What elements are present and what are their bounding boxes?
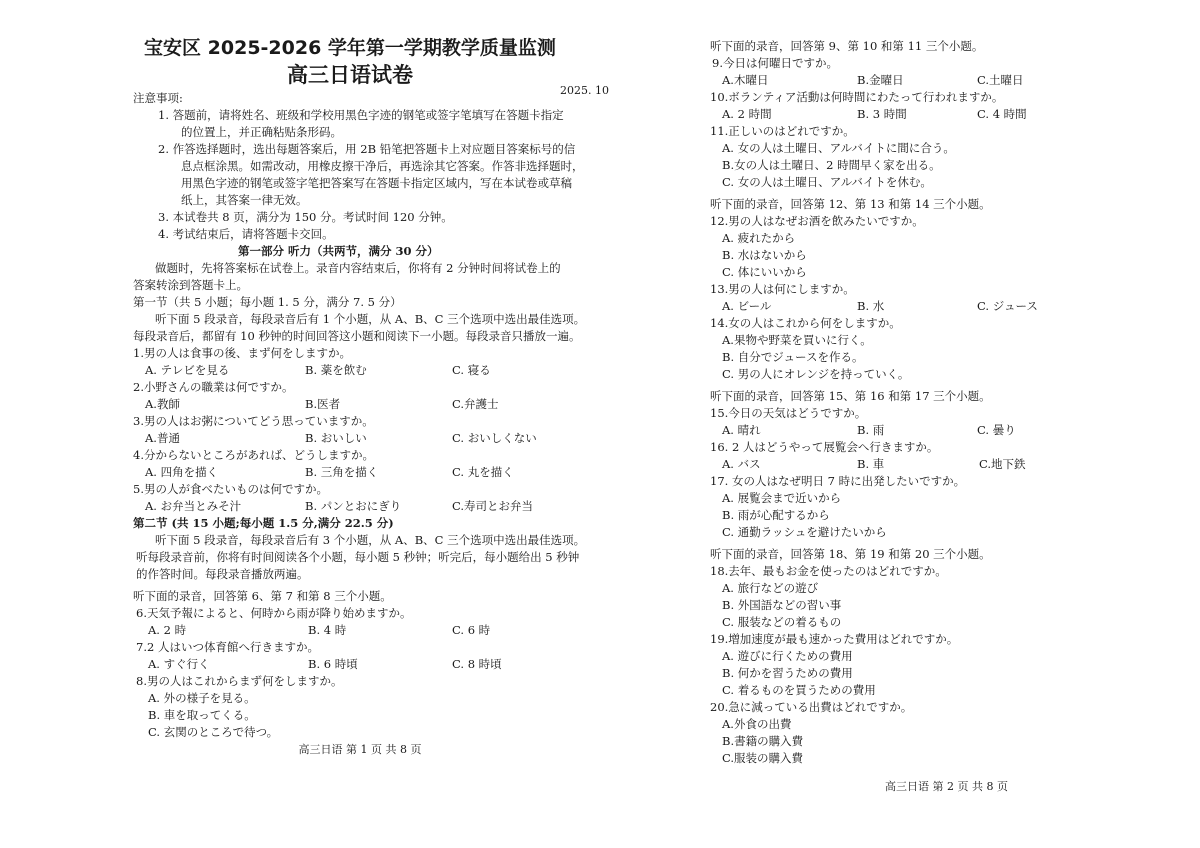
option-b: B. 外国語などの習い事 — [722, 598, 842, 612]
option-a: A. 疲れたから — [722, 231, 796, 245]
notice-line: 3. 本试卷共 8 页，满分为 150 分。考试时间 120 分钟。 — [158, 210, 453, 224]
option-c: C. 女の人は土曜日、アルバイトを休む。 — [722, 175, 932, 189]
page2-footer: 高三日语 第 2 页 共 8 页 — [885, 780, 1008, 793]
section2-intro: 听下面 5 段录音，每段录音后有 3 个小题，从 A、B、C 三个选项中选出最佳选项。 — [155, 533, 586, 547]
option-a: A. 晴れ — [722, 423, 761, 437]
option-c: C. 丸を描く — [452, 465, 514, 479]
option-b: B.書籍の購入費 — [722, 734, 804, 748]
option-c: C.土曜日 — [977, 73, 1024, 87]
option-c: C. 4 時間 — [977, 107, 1027, 121]
exam-title: 宝安区 2025-2026 学年第一学期教学质量监测 — [144, 37, 556, 59]
options-2 — [133, 396, 603, 413]
option-c: C. おいしくない — [452, 431, 537, 445]
option-c: C.服装の購入費 — [722, 751, 804, 765]
question-16: 16. 2 人はどうやって展覧会へ行きますか。 — [710, 440, 939, 454]
group-intro-15-17: 听下面的录音，回答第 15、第 16 和第 17 三个小题。 — [710, 389, 991, 403]
option-b: B. 自分でジュースを作る。 — [722, 350, 864, 364]
options-3 — [133, 430, 603, 447]
options-7 — [133, 656, 603, 673]
page-2 — [600, 0, 1200, 848]
question-6: 6.天気予報によると、何時から雨が降り始めますか。 — [136, 606, 412, 620]
group-intro-6-8: 听下面的录音，回答第 6、第 7 和第 8 三个小题。 — [133, 589, 392, 603]
option-a: A. 遊びに行くための費用 — [722, 649, 853, 663]
option-b: B. おいしい — [305, 431, 367, 445]
options-6 — [133, 622, 603, 639]
option-b: B. 三角を描く — [305, 465, 379, 479]
options-13 — [710, 298, 1190, 315]
option-b: B. 雨 — [857, 423, 885, 437]
options-4 — [133, 464, 603, 481]
options-15 — [710, 422, 1190, 439]
option-b: B. 水はないから — [722, 248, 807, 262]
option-b: B.医者 — [305, 397, 341, 411]
option-b: B. 雨が心配するから — [722, 508, 830, 522]
option-a: A.木曜日 — [722, 73, 769, 87]
options-5 — [133, 498, 603, 515]
option-a: A. すぐ行く — [148, 657, 210, 671]
option-b: B. パンとおにぎり — [305, 499, 402, 513]
notice-line: 息点框涂黑。如需改动，用橡皮擦干净后，再选涂其它答案。作答非选择题时， — [181, 159, 584, 173]
option-c: C. 通勤ラッシュを避けたいから — [722, 525, 887, 539]
option-c: C. 8 時頃 — [452, 657, 502, 671]
option-b: B. 水 — [857, 299, 885, 313]
option-b: B. 車を取ってくる。 — [148, 708, 256, 722]
question-9: 9.今日は何曜日ですか。 — [712, 56, 838, 70]
part1-title: 第一部分 听力（共两节，满分 30 分） — [238, 244, 439, 258]
option-a: A.果物や野菜を買いに行く。 — [722, 333, 872, 347]
section1-intro: 听下面 5 段录音，每段录音后有 1 个小题，从 A、B、C 三个选项中选出最佳选项。 — [155, 312, 586, 326]
question-11: 11.正しいのはどれですか。 — [710, 124, 855, 138]
question-18: 18.去年、最もお金を使ったのはどれですか。 — [710, 564, 947, 578]
notice-line: 2. 作答选择题时，选出每题答案后，用 2B 铅笔把答题卡上对应题目答案标号的信 — [158, 142, 576, 156]
option-a: A. お弁当とみそ汁 — [145, 499, 242, 513]
option-b: B. 車 — [857, 457, 885, 471]
notice-header: 注意事项: — [133, 91, 183, 105]
option-a: A. テレビを見る — [145, 363, 230, 377]
option-a: A. ビール — [722, 299, 772, 313]
part1-intro: 做题时，先将答案标在试卷上。录音内容结束后，你将有 2 分钟时间将试卷上的 — [155, 261, 561, 275]
question-15: 15.今日の天気はどうですか。 — [710, 406, 867, 420]
option-a: A. 外の様子を見る。 — [148, 691, 256, 705]
option-a: A. 2 時 — [148, 623, 187, 637]
question-10: 10.ボランティア活動は何時間にわたって行われますか。 — [710, 90, 1004, 104]
option-c: C.弁護士 — [452, 397, 499, 411]
question-3: 3.男の人はお粥についてどう思っていますか。 — [133, 414, 374, 428]
option-a: A.普通 — [145, 431, 180, 445]
option-a: A. 四角を描く — [145, 465, 219, 479]
exam-subtitle: 高三日语试卷 — [287, 63, 413, 87]
option-c: C.寿司とお弁当 — [452, 499, 534, 513]
option-a: A. 展覧会まで近いから — [722, 491, 842, 505]
question-1: 1.男の人は食事の後、まず何をしますか。 — [133, 346, 351, 360]
question-5: 5.男の人が食べたいものは何ですか。 — [133, 482, 328, 496]
page1-body — [133, 90, 603, 741]
section1-title: 第一节（共 5 小题；每小题 1. 5 分，满分 7. 5 分） — [133, 295, 402, 309]
option-c: C. 寝る — [452, 363, 491, 377]
option-c: C. 服装などの着るもの — [722, 615, 842, 629]
option-c: C. 着るものを買うための費用 — [722, 683, 876, 697]
option-c: C. ジュース — [977, 299, 1038, 313]
option-c: C. 曇り — [977, 423, 1016, 437]
notice-line: 1. 答题前，请将姓名、班级和学校用黑色字迹的钢笔或签字笔填写在答题卡指定 — [158, 108, 564, 122]
page2-body — [710, 38, 1190, 767]
option-b: B. 薬を飲む — [305, 363, 367, 377]
section1-intro: 每段录音后，都留有 10 秒钟的时间回答这小题和阅读下一小题。每段录音只播放一遍。 — [133, 329, 581, 343]
question-19: 19.増加速度が最も速かった費用はどれですか。 — [710, 632, 959, 646]
option-c: C.地下鉄 — [979, 457, 1026, 471]
part1-intro: 答案转涂到答题卡上。 — [133, 278, 248, 292]
question-14: 14.女の人はこれから何をしますか。 — [710, 316, 901, 330]
notice-line: 纸上，其答案一律无效。 — [181, 193, 308, 207]
notice-line: 的位置上，并正确粘贴条形码。 — [181, 125, 342, 139]
option-c: C. 玄関のところで待つ。 — [148, 725, 279, 739]
option-c: C. 男の人にオレンジを持っていく。 — [722, 367, 910, 381]
option-b: B. 3 時間 — [857, 107, 907, 121]
question-2: 2.小野さんの職業は何ですか。 — [133, 380, 294, 394]
option-a: A.教師 — [145, 397, 180, 411]
question-20: 20.急に減っている出費はどれですか。 — [710, 700, 913, 714]
option-b: B.女の人は土曜日、2 時間早く家を出る。 — [722, 158, 941, 172]
notice-line: 4. 考试结束后，请将答题卡交回。 — [158, 227, 334, 241]
section2-title: 第二节 (共 15 小题;每小题 1.5 分,满分 22.5 分) — [133, 516, 394, 530]
options-10 — [710, 106, 1190, 123]
question-13: 13.男の人は何にしますか。 — [710, 282, 855, 296]
option-a: A. 女の人は土曜日、アルバイトに間に合う。 — [722, 141, 955, 155]
notice-line: 用黑色字迹的钢笔或签字笔把答案写在答题卡指定区域内，写在本试卷或草稿 — [181, 176, 572, 190]
group-intro-12-14: 听下面的录音，回答第 12、第 13 和第 14 三个小题。 — [710, 197, 991, 211]
options-9 — [710, 72, 1190, 89]
question-4: 4.分からないところがあれば、どうしますか。 — [133, 448, 374, 462]
section2-intro: 听每段录音前，你将有时间阅读各个小题，每小题 5 秒钟；听完后，每小题给出 5 秒钟 — [136, 550, 580, 564]
options-16 — [710, 456, 1190, 473]
question-7: 7.2 人はいつ体育館へ行きますか。 — [136, 640, 319, 654]
option-a: A.外食の出費 — [722, 717, 792, 731]
question-12: 12.男の人はなぜお酒を飲みたいですか。 — [710, 214, 924, 228]
page1-footer: 高三日语 第 1 页 共 8 页 — [298, 743, 422, 756]
option-c: C. 体にいいから — [722, 265, 807, 279]
option-a: A. 旅行などの遊び — [722, 581, 819, 595]
question-8: 8.男の人はこれからまず何をしますか。 — [136, 674, 343, 688]
option-b: B.金曜日 — [857, 73, 904, 87]
option-b: B. 4 時 — [308, 623, 347, 637]
group-intro-18-20: 听下面的录音，回答第 18、第 19 和第 20 三个小题。 — [710, 547, 991, 561]
option-a: A. 2 時間 — [722, 107, 772, 121]
option-b: B. 6 時頃 — [308, 657, 358, 671]
option-c: C. 6 時 — [452, 623, 491, 637]
exam-date: 2025. 10 — [560, 84, 609, 97]
question-17: 17. 女の人はなぜ明日 7 時に出発したいですか。 — [710, 474, 966, 488]
option-a: A. バス — [722, 457, 761, 471]
options-1 — [133, 362, 603, 379]
group-intro-9-11: 听下面的录音，回答第 9、第 10 和第 11 三个小题。 — [710, 39, 984, 53]
option-b: B. 何かを習うための費用 — [722, 666, 853, 680]
section2-intro: 的作答时间。每段录音播放两遍。 — [136, 567, 309, 581]
